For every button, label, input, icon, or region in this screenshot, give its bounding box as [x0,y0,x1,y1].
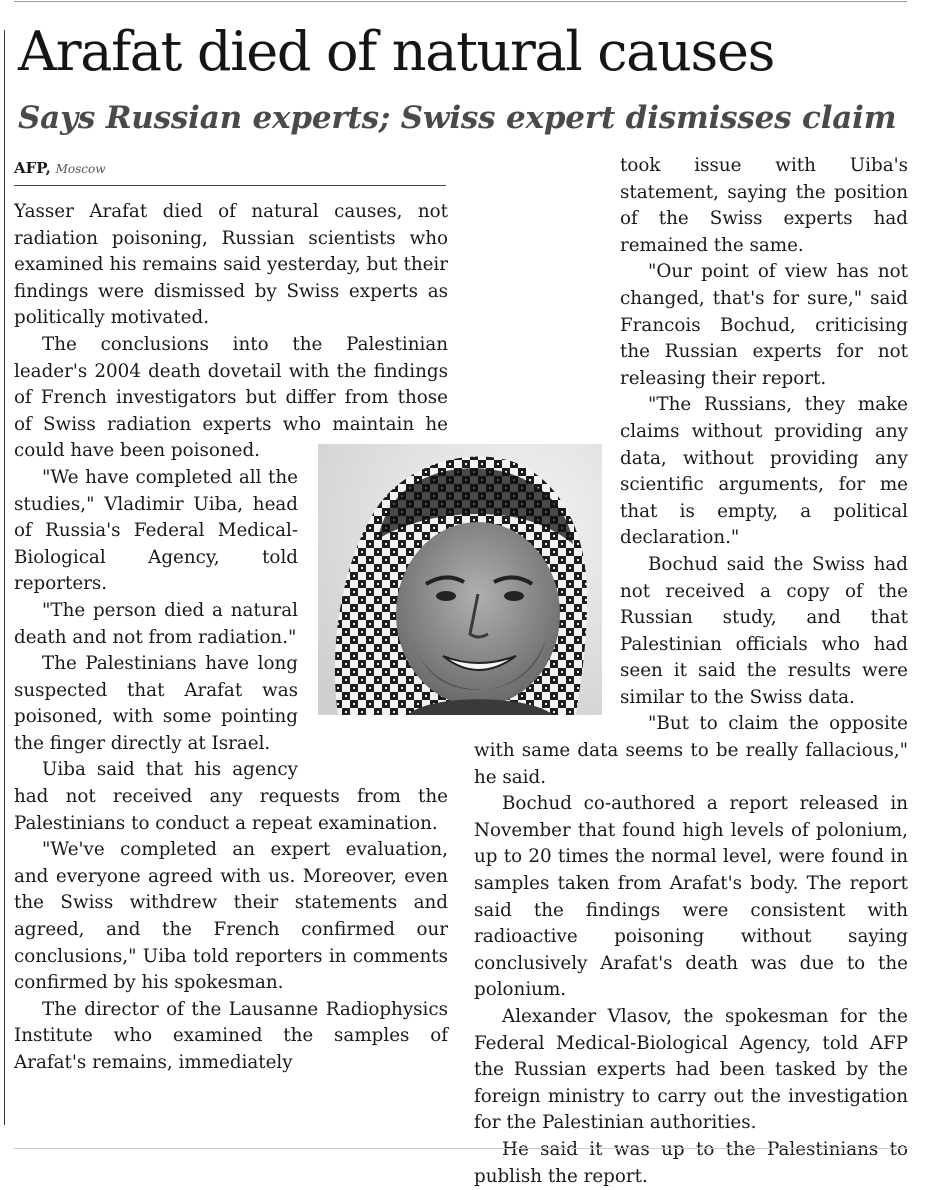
paragraph: "We have completed all the studies," Vladimir Uiba, head of Russia's Federal Medical-Biological Agency, told reporters. [14,466,298,595]
left-column-rule [4,30,5,1125]
paragraph: "We've completed an expert evaluation, and everyone agreed with us. Moreover, even the Swiss withdrew their statements and agreed, and the French confirmed our conclusions," Uiba told reporters in comments confirmed by his spokesman. [14,839,448,994]
paragraph: He said it was up to the Palestinians to publish the report. [474,1138,908,1187]
paragraph: Alexander Vlasov, the spokesman for the Federal Medical-Biological Agency, told AFP the Russian experts had been tasked by the foreign ministry to carry out the investigation for the Palestinian authorities. [474,1006,908,1134]
paragraph: The director of the Lausanne Radiophysics Institute who examined the samples of Arafat's remains, immediately [14,998,448,1073]
paragraph: "But to claim the opposite with same data seems to be really fallacious," he said. [474,713,908,788]
paragraph: "Our point of view has not changed, that's for sure," said Francois Bochud, criticising the Russian experts for not releasing their report. [620,261,908,389]
arafat-photo [318,444,602,715]
paragraph: The Palestinians have long suspected that Arafat was poisoned, with some pointing the finger directly at Israel. [14,653,298,754]
paragraph: Bochud co-authored a report released in November that found high levels of polonium, up to 20 times the normal level, were found in samples taken from Arafat's body. The report said the findings were consistent with radioactive poisoning without saying conclusively Arafat's death was due to the polonium. [474,793,908,1001]
paragraph: Uiba said that his agency had not received any requests from the Palestinians to conduct a repeat examination. [14,759,448,834]
byline-location: Moscow [55,162,106,176]
subheadline: Says Russian experts; Swiss expert dismisses claim [18,100,897,136]
headline: Arafat died of natural causes [18,20,775,83]
byline-agency: AFP, [14,159,51,177]
arafat-portrait-image [318,444,602,715]
top-rule [14,1,907,2]
byline [14,157,446,186]
paragraph: Bochud said the Swiss had not received a copy of the Russian study, and that Palestinian officials who had seen it said the results were similar to the Swiss data. [620,553,908,708]
paragraph: The conclusions into the Palestinian leader's 2004 death dovetail with the findings of French investigators but differ from those of Swiss radiation experts who maintain he could have been poisoned. [14,333,448,462]
bottom-rule [14,1148,907,1149]
paragraph: "The person died a natural death and not from radiation." [14,599,298,648]
paragraph: "The Russians, they make claims without providing any data, without providing any scientific arguments, for me that is empty, a political declaration." [620,394,908,549]
paragraph: took issue with Uiba's statement, saying the position of the Swiss experts had remained the same. [620,155,908,256]
paragraph: Yasser Arafat died of natural causes, not radiation poisoning, Russian scientists who examined his remains said yesterday, but their findings were dismissed by Swiss experts as politically motivated. [14,201,448,329]
